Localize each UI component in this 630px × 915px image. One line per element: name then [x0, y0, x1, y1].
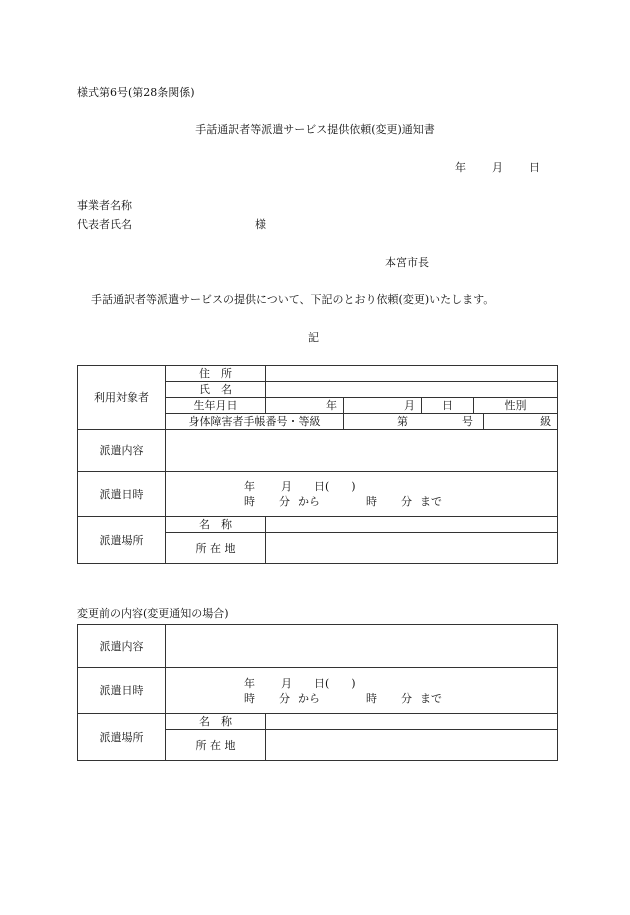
address-field[interactable]: [266, 366, 558, 382]
dt-min1-label: 分: [279, 495, 290, 508]
dt-hour1-label: 時: [244, 495, 255, 508]
gender-label: 性別: [474, 398, 558, 414]
name-field[interactable]: [266, 382, 558, 398]
dt-day-label: 日( ): [314, 480, 356, 493]
birth-month-field[interactable]: [344, 398, 422, 414]
before-place-name-label: 名 称: [166, 714, 266, 730]
birth-year-field[interactable]: [266, 398, 344, 414]
before-place-location-label: 所 在 地: [166, 730, 266, 761]
document-title: 手話通訳者等派遣サービス提供依頼(変更)通知書: [195, 123, 435, 136]
birthdate-label: 生年月日: [166, 398, 266, 414]
birth-month-label: 月: [404, 399, 415, 412]
date-day-label: 日: [529, 161, 540, 174]
issue-date: [455, 162, 540, 173]
before-dt-year-label: 年: [244, 676, 255, 690]
before-dt-until-label: まで: [420, 691, 442, 705]
dispatch-content-label: 派遣内容: [78, 430, 166, 472]
dt-until-label: まで: [420, 495, 442, 508]
before-dt-min2-label: 分: [401, 691, 412, 705]
place-name-label: 名 称: [166, 517, 266, 533]
honorific: 様: [255, 218, 266, 231]
date-month-label: 月: [492, 161, 503, 174]
main-table: [77, 365, 558, 564]
date-year-label: 年: [455, 161, 466, 174]
before-dt-month-label: 月: [281, 676, 292, 690]
dt-from-label: から: [298, 495, 320, 508]
before-dispatch-datetime-label: 派遣日時: [78, 668, 166, 714]
handbook-label: 身体障害者手帳番号・等級: [166, 414, 344, 430]
dt-hour2-label: 時: [366, 495, 377, 508]
user-label: 利用対象者: [78, 366, 166, 430]
dt-month-label: 月: [281, 480, 292, 493]
before-place-name-field[interactable]: [266, 714, 558, 730]
birth-day-field[interactable]: [422, 398, 474, 414]
handbook-dai-label: 第: [397, 415, 408, 428]
before-dt-hour2-label: 時: [366, 691, 377, 705]
before-dispatch-content-field[interactable]: [166, 625, 558, 668]
before-place-location-field[interactable]: [266, 730, 558, 761]
sender-mayor: 本宮市長: [385, 256, 429, 269]
before-dt-min1-label: 分: [279, 691, 290, 705]
before-dt-from-label: から: [298, 691, 320, 705]
name-label: 氏 名: [166, 382, 266, 398]
birth-year-label: 年: [326, 399, 337, 412]
handbook-go-label: 号: [462, 415, 473, 428]
handbook-grade-field[interactable]: [484, 414, 558, 430]
before-dispatch-datetime-field[interactable]: [166, 668, 558, 714]
place-location-label: 所 在 地: [166, 533, 266, 564]
handbook-kyu-label: 級: [540, 415, 552, 428]
body-text: 手話通訳者等派遣サービスの提供について、下記のとおり依頼(変更)いたします。: [91, 293, 495, 306]
dispatch-datetime-label: 派遣日時: [78, 472, 166, 517]
before-dispatch-place-label: 派遣場所: [78, 714, 166, 761]
place-location-field[interactable]: [266, 533, 558, 564]
dispatch-datetime-field[interactable]: [166, 472, 558, 517]
business-name-label: 事業者名称: [77, 199, 132, 212]
dt-min2-label: 分: [401, 495, 412, 508]
ki-heading: 記: [308, 331, 319, 344]
form-number: 様式第6号(第28条関係): [77, 86, 195, 99]
before-dt-hour1-label: 時: [244, 691, 255, 705]
address-label: 住 所: [166, 366, 266, 382]
place-name-field[interactable]: [266, 517, 558, 533]
representative-label: 代表者氏名: [77, 218, 132, 231]
before-table: [77, 624, 558, 761]
before-section-label: 変更前の内容(変更通知の場合): [77, 607, 229, 620]
handbook-number-field[interactable]: [344, 414, 484, 430]
dispatch-place-label: 派遣場所: [78, 517, 166, 564]
before-dt-day-label: 日( ): [314, 676, 356, 690]
dispatch-content-field[interactable]: [166, 430, 558, 472]
before-dispatch-content-label: 派遣内容: [78, 625, 166, 668]
dt-year-label: 年: [244, 480, 255, 493]
birth-day-label: 日: [442, 399, 453, 412]
